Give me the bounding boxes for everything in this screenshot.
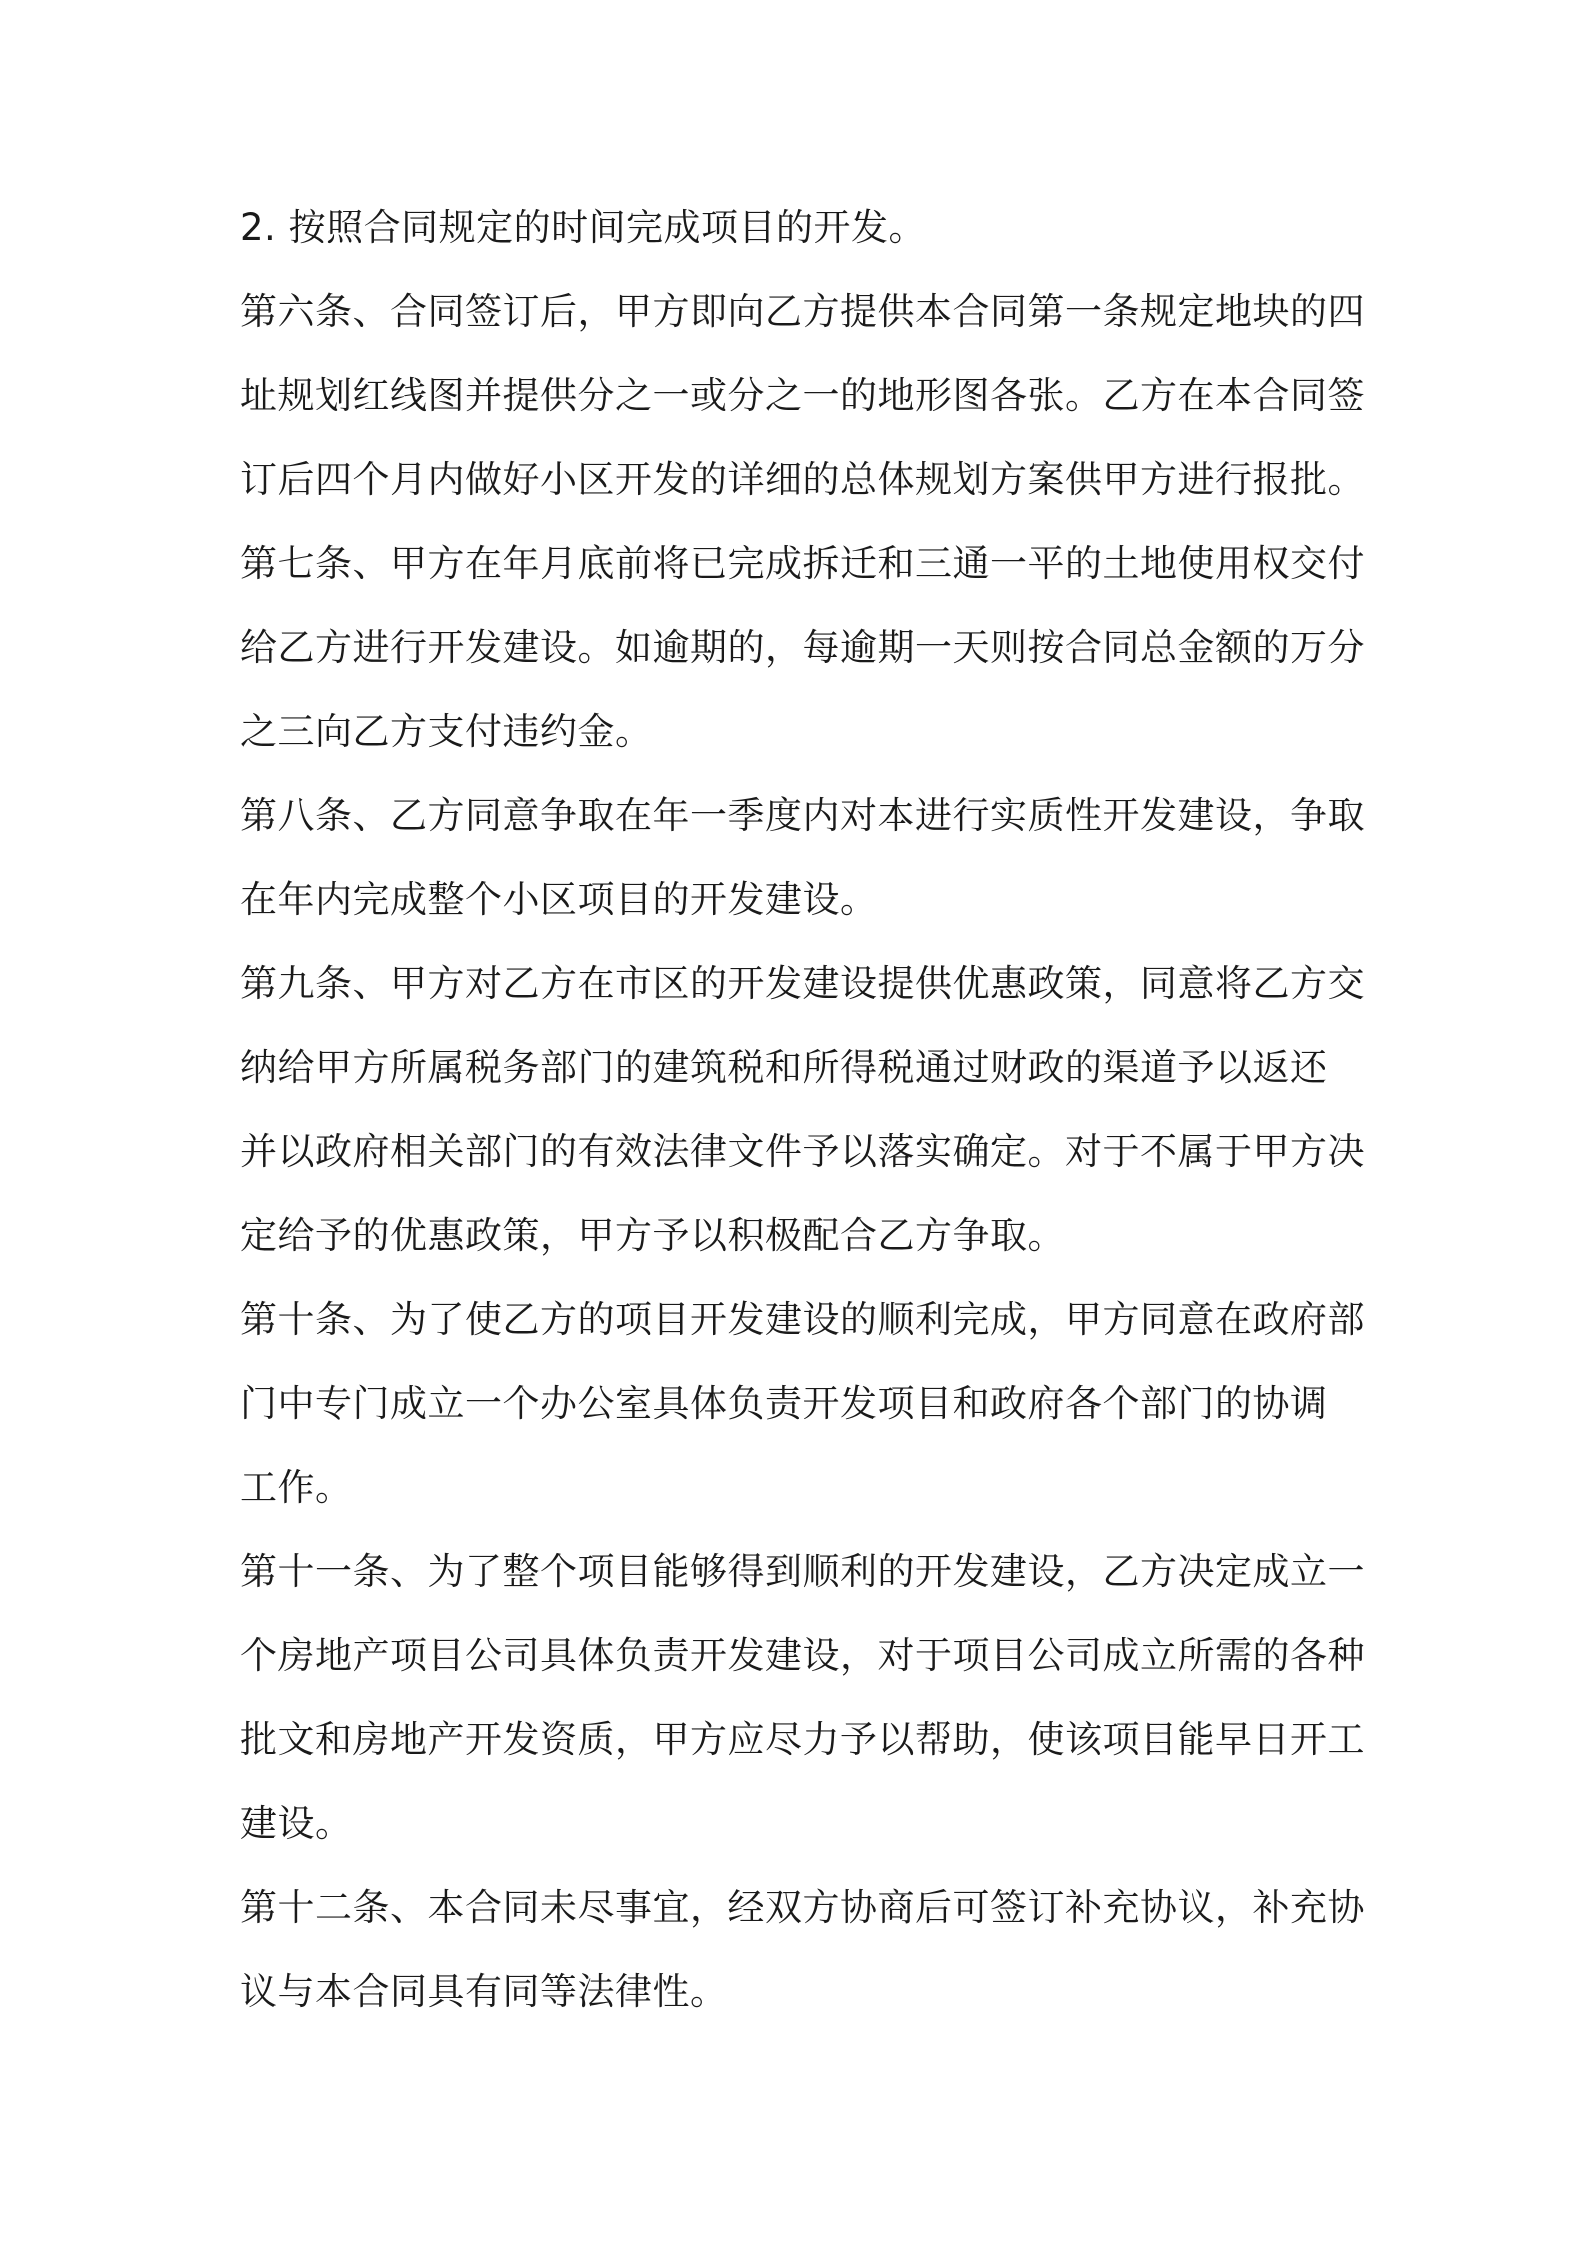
text-line: 定给予的优惠政策，甲方予以积极配合乙方争取。 (240, 1214, 1065, 1257)
article-9 (240, 942, 1365, 1278)
text-line: 纳给甲方所属税务部门的建筑税和所得税通过财政的渠道予以返还 (240, 1046, 1328, 1089)
text-line: 第十条、为了使乙方的项目开发建设的顺利完成，甲方同意在政府部 (240, 1298, 1365, 1341)
article-8 (240, 774, 1365, 942)
paragraph-item-2 (240, 186, 1360, 270)
text-line: 订后四个月内做好小区开发的详细的总体规划方案供甲方进行报批。 (240, 458, 1365, 501)
article-7 (240, 522, 1365, 774)
text-line: 给乙方进行开发建设。如逾期的，每逾期一天则按合同总金额的万分 (240, 626, 1365, 669)
text-line: 门中专门成立一个办公室具体负责开发项目和政府各个部门的协调 (240, 1382, 1328, 1425)
text-line: 第十一条、为了整个项目能够得到顺利的开发建设，乙方决定成立一 (240, 1550, 1365, 1593)
text-line: 批文和房地产开发资质，甲方应尽力予以帮助，使该项目能早日开工 (240, 1718, 1365, 1761)
text-line: 第六条、合同签订后，甲方即向乙方提供本合同第一条规定地块的四 (240, 290, 1365, 333)
text-line: 址规划红线图并提供分之一或分之一的地形图各张。乙方在本合同签 (240, 374, 1365, 417)
text-line: 第八条、乙方同意争取在年一季度内对本进行实质性开发建设，争取 (240, 794, 1365, 837)
text-line: 2. 按照合同规定的时间完成项目的开发。 (240, 206, 927, 249)
text-line: 之三向乙方支付违约金。 (240, 710, 653, 753)
text-line: 第七条、甲方在年月底前将已完成拆迁和三通一平的土地使用权交付 (240, 542, 1365, 585)
article-11 (240, 1530, 1365, 1866)
contract-text (240, 186, 1365, 2034)
article-12 (240, 1866, 1365, 2034)
article-6 (240, 270, 1365, 522)
text-line: 在年内完成整个小区项目的开发建设。 (240, 878, 878, 921)
text-line: 建设。 (240, 1802, 353, 1845)
text-line: 议与本合同具有同等法律性。 (240, 1970, 728, 2013)
text-line: 并以政府相关部门的有效法律文件予以落实确定。对于不属于甲方决 (240, 1130, 1365, 1173)
text-line: 个房地产项目公司具体负责开发建设，对于项目公司成立所需的各种 (240, 1634, 1365, 1677)
article-10 (240, 1278, 1365, 1530)
text-line: 第十二条、本合同未尽事宜，经双方协商后可签订补充协议，补充协 (240, 1886, 1365, 1929)
text-line: 第九条、甲方对乙方在市区的开发建设提供优惠政策，同意将乙方交 (240, 962, 1365, 1005)
text-line: 工作。 (240, 1466, 353, 1509)
